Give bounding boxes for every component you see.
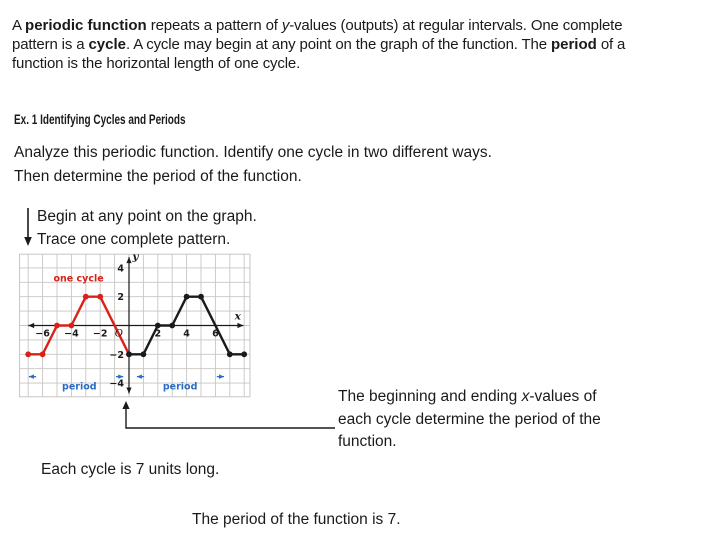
text-run: . A cycle may begin at any point on the graph of the function. The xyxy=(125,36,551,53)
x-tick-label: 4 xyxy=(183,328,190,340)
data-point xyxy=(227,351,233,357)
step-line-1: Begin at any point on the graph. xyxy=(37,208,257,225)
callout-line-3: function. xyxy=(338,433,397,450)
problem-line-1: Analyze this periodic function. Identify one cycle in two different ways. xyxy=(14,144,492,161)
x-tick-label: −6 xyxy=(35,328,50,340)
arrowhead-up xyxy=(126,257,131,263)
period-arrowhead xyxy=(219,374,224,379)
down-arrow-icon xyxy=(21,206,35,248)
intro-line-3 xyxy=(12,54,625,73)
data-point xyxy=(126,351,132,357)
text-run: A xyxy=(12,17,26,34)
period-arrowhead xyxy=(29,374,34,379)
data-point xyxy=(241,351,247,357)
origin-label: O xyxy=(114,328,123,340)
text-run: repeats a pattern of xyxy=(146,17,282,34)
data-point xyxy=(25,351,31,357)
bold-term-period: period xyxy=(550,36,597,53)
data-point xyxy=(184,294,190,300)
data-point xyxy=(169,323,175,329)
text-run: -values (outputs) at regular intervals. One complete xyxy=(289,17,623,34)
text-run: of a xyxy=(596,36,626,53)
text-run: The beginning and ending xyxy=(338,388,522,405)
arrowhead-right xyxy=(237,323,243,328)
y-tick-label: 2 xyxy=(117,292,124,304)
problem-line-2: Then determine the period of the function. xyxy=(14,168,302,185)
text-run: -values of xyxy=(529,388,597,405)
data-point xyxy=(198,294,204,300)
text-run: pattern is a xyxy=(12,36,89,53)
period-answer-note: The period of the function is 7. xyxy=(192,511,401,528)
example-heading: Ex. 1 Identifying Cycles and Periods xyxy=(14,112,186,127)
callout-arrow xyxy=(110,398,345,434)
annotation-label: period xyxy=(62,381,97,393)
problem-statement xyxy=(14,141,492,189)
step-line-2: Trace one complete pattern. xyxy=(37,230,231,248)
callout-note xyxy=(338,386,601,454)
bold-term-cycle: cycle xyxy=(88,36,126,53)
y-tick-label: −2 xyxy=(109,349,124,361)
x-tick-label: 2 xyxy=(154,328,162,340)
x-tick-label: −4 xyxy=(64,328,79,340)
intro-line-1 xyxy=(12,16,625,35)
period-arrowhead xyxy=(137,374,142,379)
data-point xyxy=(54,323,60,329)
text-run: function is the horizontal length of one cycle. xyxy=(12,55,301,72)
italic-var-y: y xyxy=(281,17,290,34)
y-tick-label: 4 xyxy=(117,263,124,275)
x-axis-label: x xyxy=(234,310,241,323)
x-tick-label: −2 xyxy=(92,328,108,340)
callout-line-1 xyxy=(338,386,601,409)
annotation-label: one cycle xyxy=(53,273,104,285)
y-axis-label: y xyxy=(132,250,139,263)
function-graph xyxy=(14,248,260,408)
callout-line-2: each cycle determine the period of the xyxy=(338,410,601,428)
data-point xyxy=(141,351,147,357)
data-point xyxy=(83,294,89,300)
intro-line-2 xyxy=(12,35,625,54)
arrowhead-left xyxy=(28,323,34,328)
cycle-length-note: Each cycle is 7 units long. xyxy=(41,461,220,478)
arrowhead-down xyxy=(126,387,131,393)
data-point xyxy=(40,351,46,357)
data-point xyxy=(97,294,103,300)
annotation-label: period xyxy=(162,381,198,393)
x-tick-label: 6 xyxy=(212,328,219,340)
y-tick-label: −4 xyxy=(109,378,124,390)
step-note xyxy=(37,206,257,251)
intro-paragraph xyxy=(12,16,625,73)
italic-var-x: x xyxy=(521,388,530,405)
bold-term-periodic-function: periodic function xyxy=(25,17,147,34)
